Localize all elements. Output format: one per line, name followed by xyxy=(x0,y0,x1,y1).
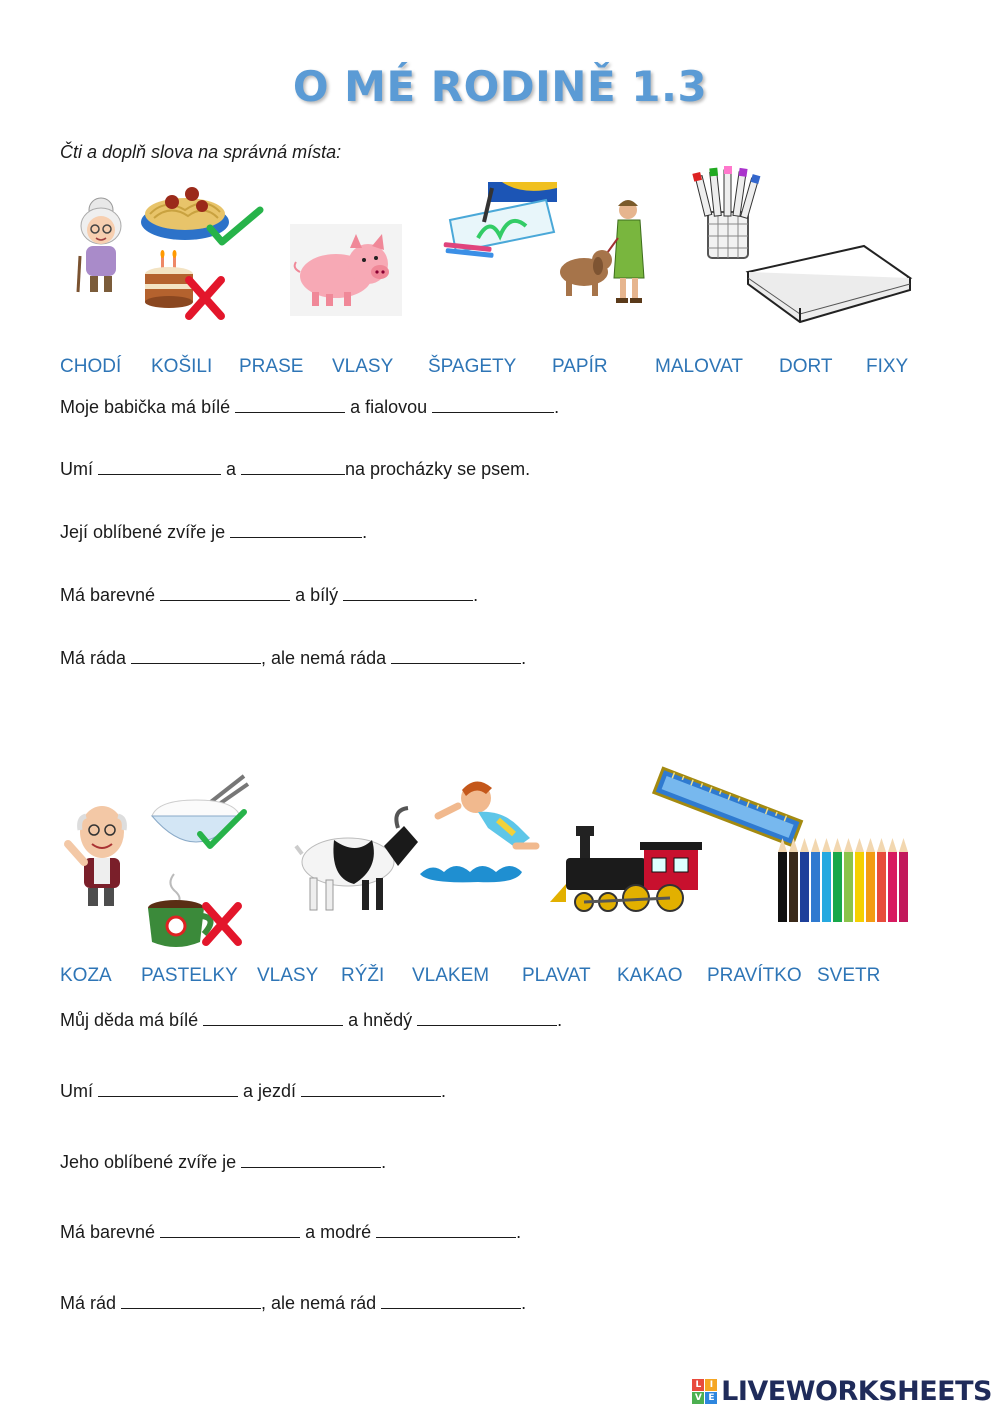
word-bank-1-item: DORT xyxy=(779,356,833,377)
pencil-body xyxy=(877,852,886,922)
answer-blank[interactable] xyxy=(376,1222,516,1238)
goat-icon xyxy=(294,806,424,914)
pencil-body xyxy=(866,852,875,922)
word-bank-1-item: KOŠILI xyxy=(151,356,213,377)
sentence-2-5: Má rád , ale nemá rád . xyxy=(60,1293,527,1313)
colored-pencils-icon xyxy=(776,838,914,922)
answer-blank[interactable] xyxy=(301,1081,441,1097)
pencil-body xyxy=(899,852,908,922)
sentence-1-5: Má ráda , ale nemá ráda . xyxy=(60,648,527,668)
pencil-body xyxy=(888,852,897,922)
pencil-tip xyxy=(800,838,809,852)
instruction-text: Čti a doplň slova na správná místa: xyxy=(60,142,342,162)
word-bank-2-item: PLAVAT xyxy=(522,965,591,986)
grandmother-icon xyxy=(66,196,136,296)
page-title: O MÉ RODINĚ 1.3 xyxy=(292,62,708,111)
word-bank-2-item: PRAVÍTKO xyxy=(707,965,802,986)
pencil-body xyxy=(811,852,820,922)
pencil-tip xyxy=(877,838,886,852)
word-bank-1-item: PRASE xyxy=(239,356,304,377)
pencil-body xyxy=(778,852,787,922)
liveworksheets-logo-icon: L I V E xyxy=(692,1379,717,1404)
pencil-body xyxy=(844,852,853,922)
word-bank-2-item: RÝŽI xyxy=(341,965,385,986)
ruler-icon xyxy=(652,766,804,846)
answer-blank[interactable] xyxy=(432,397,554,413)
answer-blank[interactable] xyxy=(160,1222,300,1238)
word-bank-1-item: VLASY xyxy=(332,356,394,377)
word-bank-2-item: SVETR xyxy=(817,965,881,986)
swimmer-icon xyxy=(418,776,546,884)
pencil-body xyxy=(855,852,864,922)
answer-blank[interactable] xyxy=(98,459,221,475)
answer-blank[interactable] xyxy=(241,459,345,475)
liveworksheets-brand-text: LIVEWORKSHEETS xyxy=(721,1376,992,1407)
pencil-tip xyxy=(778,838,787,852)
pencil-body xyxy=(822,852,831,922)
spaghetti-icon xyxy=(140,180,265,255)
paper-stack-icon xyxy=(744,242,914,326)
answer-blank[interactable] xyxy=(98,1081,238,1097)
pencil-tip xyxy=(789,838,798,852)
pencil-body xyxy=(800,852,809,922)
answer-blank[interactable] xyxy=(391,648,521,664)
sentence-1-1: Moje babička má bílé a fialovou . xyxy=(60,397,560,417)
pencil-tip xyxy=(811,838,820,852)
pencil-tip xyxy=(866,838,875,852)
sentence-2-3: Jeho oblíbené zvíře je . xyxy=(60,1152,387,1172)
word-bank-1-item: CHODÍ xyxy=(60,356,122,377)
answer-blank[interactable] xyxy=(160,585,290,601)
answer-blank[interactable] xyxy=(241,1152,381,1168)
pencil-tip xyxy=(833,838,842,852)
answer-blank[interactable] xyxy=(343,585,473,601)
answer-blank[interactable] xyxy=(381,1293,521,1309)
sentence-2-2: Umí a jezdí . xyxy=(60,1081,447,1101)
rice-bowl-icon xyxy=(148,772,250,858)
word-bank-2-item: VLAKEM xyxy=(412,965,490,986)
answer-blank[interactable] xyxy=(131,648,261,664)
word-bank-2-item: KOZA xyxy=(60,965,112,986)
pencil-tip xyxy=(822,838,831,852)
liveworksheets-logo[interactable] xyxy=(692,1376,992,1407)
sentence-1-2: Umí a na procházky se psem. xyxy=(60,459,531,479)
word-bank-1-item: ŠPAGETY xyxy=(428,356,517,377)
pencil-tip xyxy=(844,838,853,852)
pencil-body xyxy=(789,852,798,922)
cocoa-mug-icon xyxy=(144,872,244,950)
sentence-2-1: Můj děda má bílé a hnědý . xyxy=(60,1010,563,1030)
pig-icon xyxy=(290,224,402,316)
sentence-2-4: Má barevné a modré . xyxy=(60,1222,522,1242)
pencil-body xyxy=(833,852,842,922)
word-bank-2-item: KAKAO xyxy=(617,965,683,986)
pencil-tip xyxy=(899,838,908,852)
grandfather-icon xyxy=(64,800,136,910)
answer-blank[interactable] xyxy=(417,1010,557,1026)
word-bank-1-item: PAPÍR xyxy=(552,356,608,377)
answer-blank[interactable] xyxy=(235,397,345,413)
answer-blank[interactable] xyxy=(203,1010,343,1026)
answer-blank[interactable] xyxy=(121,1293,261,1309)
word-bank-1-item: FIXY xyxy=(866,356,909,377)
birthday-cake-icon xyxy=(143,250,228,322)
woman-walking-dog-icon xyxy=(558,198,653,308)
word-bank-1-item: MALOVAT xyxy=(655,356,743,377)
word-bank-2-item: PASTELKY xyxy=(141,965,238,986)
word-bank-2-item: VLASY xyxy=(257,965,319,986)
pencil-tip xyxy=(855,838,864,852)
sentence-1-3: Její oblíbené zvíře je . xyxy=(60,522,368,542)
answer-blank[interactable] xyxy=(230,522,362,538)
pencil-tip xyxy=(888,838,897,852)
sentence-1-4: Má barevné a bílý . xyxy=(60,585,479,605)
drawing-icon xyxy=(442,182,557,260)
